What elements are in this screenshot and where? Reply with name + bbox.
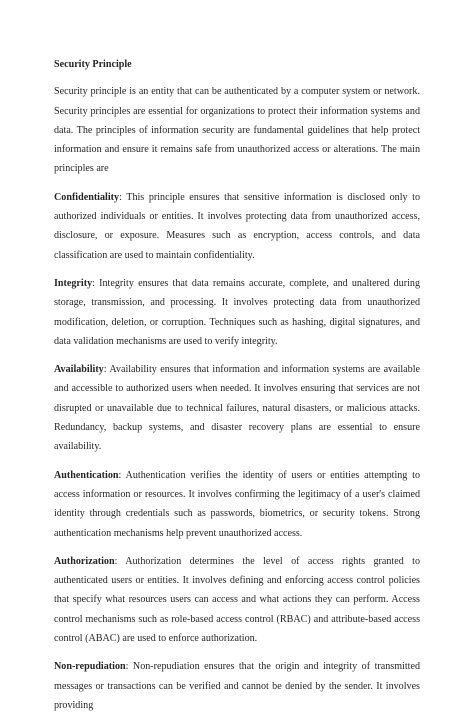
section-term: Confidentiality <box>54 191 120 203</box>
intro-paragraph: Security principle is an entity that can be authenticated by a computer system or network. Security principles are essential for organizations to protect their information systems and data. The principles of information security are fundamental guidelines that help protect information and ensure it remains safe from unauthorized access or alterations. The main principles are <box>54 86 420 175</box>
section-text: : Availability ensures that information and information systems are available and accessible to authorized users when needed. It involves ensuring that services are not disrupted or unavailable due to technical failures, natural disasters, or malicious attacks. Redundancy, backup systems, and disaster recovery plans are essential to ensure availability. <box>54 364 420 453</box>
section-term: Authentication <box>54 469 119 481</box>
section-availability <box>54 360 420 456</box>
section-integrity <box>54 274 420 351</box>
section-term: Availability <box>54 364 104 376</box>
section-authentication <box>54 466 420 543</box>
section-text: : Non-repudiation ensures that the origin and integrity of transmitted messages or transactions can be verified and cannot be denied by the sender. It involves providing <box>54 661 420 711</box>
section-text: : Authorization determines the level of access rights granted to authenticated users or entities. It involves defining and enforcing access control policies that specify what resources users can access and what actions they can perform. Access control mechanisms such as role-based access control (RBAC) and attribute-based access control (ABAC) are used to enforce authorization. <box>54 555 420 645</box>
section-authorization <box>54 552 420 648</box>
section-term: Integrity <box>54 277 93 289</box>
section-confidentiality <box>54 188 420 265</box>
section-text: : Authentication verifies the identity of users or entities attempting to access information or resources. It involves confirming the legitimacy of a user's claimed identity through credentials such as passwords, biometrics, or security tokens. Strong authentication mechanisms help prevent unauthorized access. <box>54 469 420 539</box>
document-title: Security Principle <box>54 59 132 70</box>
section-non-repudiation <box>54 657 420 715</box>
section-term: Non-repudiation <box>54 661 126 673</box>
section-text: : This principle ensures that sensitive information is disclosed only to authorized individuals or entities. It involves protecting data from unauthorized access, disclosure, or exposure. Measures such as encryption, access controls, and data classification are used to maintain confidentiality. <box>54 191 420 261</box>
section-text: : Integrity ensures that data remains accurate, complete, and unaltered during storage, transmission, and processing. It involves protecting data from unauthorized modification, deletion, or corruption. Techniques such as hashing, digital signatures, and data validation mechanisms are used to verify integrity. <box>54 277 420 347</box>
section-term: Authorization <box>54 555 115 567</box>
